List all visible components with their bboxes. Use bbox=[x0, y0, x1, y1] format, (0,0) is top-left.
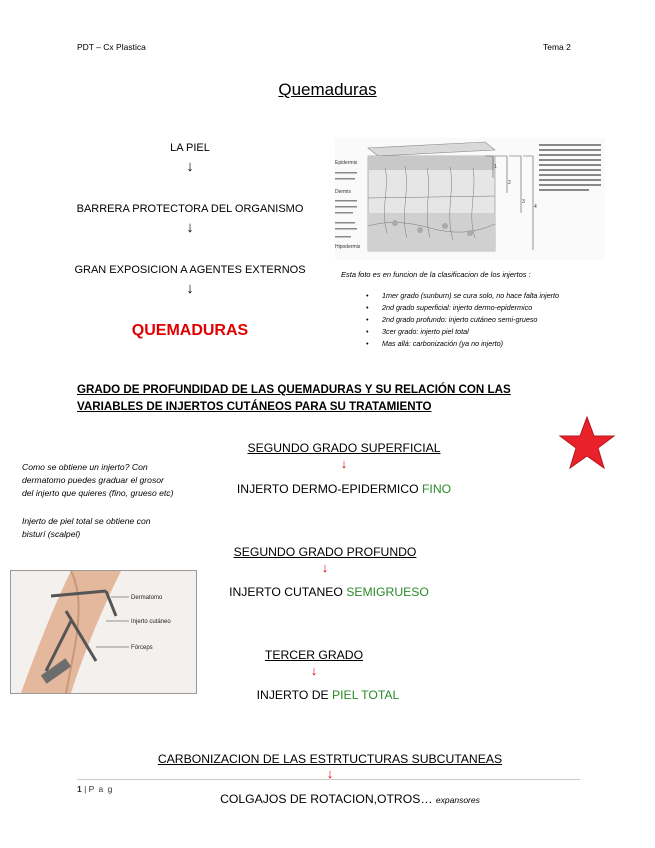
note-line: del injerto que quieres (fino, grueso etc) bbox=[22, 488, 174, 498]
forceps-label: Fórceps bbox=[131, 645, 153, 651]
down-arrow-icon: ↓ bbox=[186, 219, 194, 236]
down-arrow-icon: ↓ bbox=[186, 280, 194, 297]
stage-graft bbox=[179, 482, 509, 496]
section-title bbox=[77, 381, 577, 415]
page-number: 1 bbox=[77, 784, 82, 794]
stage-heading: SEGUNDO GRADO PROFUNDO bbox=[233, 545, 417, 559]
flow-result: QUEMADURAS bbox=[131, 322, 249, 339]
list-item: • 2nd grado profundo: injerto cutáneo semi-grueso bbox=[382, 314, 642, 326]
svg-text:4: 4 bbox=[534, 204, 537, 210]
list-item: • 2nd grado superficial: injerto dermo-epidermico bbox=[382, 302, 642, 314]
page-footer bbox=[77, 784, 113, 794]
star-icon bbox=[558, 415, 616, 473]
header-left: PDT – Cx Plastica bbox=[77, 42, 146, 52]
red-down-arrow-icon: ↓ bbox=[321, 560, 329, 575]
note-line: dermatomo puedes graduar el grosor bbox=[22, 475, 164, 485]
graft-type: INJERTO DERMO-EPIDERMICO bbox=[236, 482, 422, 496]
stage-graft bbox=[164, 585, 494, 599]
red-down-arrow-icon: ↓ bbox=[326, 766, 334, 781]
skin-label-epidermis: Epidermis bbox=[335, 160, 358, 166]
footer-divider bbox=[77, 779, 580, 780]
red-down-arrow-icon: ↓ bbox=[340, 456, 348, 471]
figure-caption: Esta foto es en funcion de la clasificacion de los injertos : bbox=[341, 270, 531, 279]
stage-heading: CARBONIZACION DE LAS ESTRTUCTURAS SUBCUTANEAS bbox=[157, 752, 503, 766]
list-item: • Mas allá: carbonización (ya no injerto) bbox=[382, 338, 642, 350]
graft-type: INJERTO DE bbox=[256, 688, 333, 702]
stage-heading: SEGUNDO GRADO SUPERFICIAL bbox=[247, 441, 441, 455]
stage-heading: TERCER GRADO bbox=[264, 648, 364, 662]
section-title-line-2: VARIABLES DE INJERTOS CUTÁNEOS PARA SU TRATAMIENTO bbox=[77, 400, 432, 413]
graft-thickness: SEMIGRUESO bbox=[346, 585, 429, 599]
svg-text:1: 1 bbox=[494, 164, 497, 170]
svg-text:3: 3 bbox=[522, 199, 525, 205]
svg-text:2: 2 bbox=[508, 180, 511, 186]
red-down-arrow-icon: ↓ bbox=[310, 663, 318, 678]
note-line: Injerto de piel total se obtiene con bbox=[22, 516, 151, 526]
skin-label-dermis: Dermis bbox=[335, 189, 351, 195]
note-total-graft bbox=[22, 515, 222, 541]
note-line: bisturí (scalpel) bbox=[22, 529, 81, 539]
graft-label: Injerto cutáneo bbox=[131, 619, 171, 625]
down-arrow-icon: ↓ bbox=[186, 158, 194, 175]
footer-page-word: P a g bbox=[88, 784, 114, 794]
header-right: Tema 2 bbox=[543, 42, 571, 52]
graft-note: expansores bbox=[435, 795, 480, 805]
graft-type: INJERTO CUTANEO bbox=[229, 585, 347, 599]
skin-layers-figure bbox=[335, 138, 605, 260]
list-item: • 1mer grado (sunburn) se cura solo, no hace falta injerto bbox=[382, 290, 642, 302]
flow-step-3: GRAN EXPOSICION A AGENTES EXTERNOS bbox=[74, 264, 306, 276]
stage-graft bbox=[163, 688, 493, 702]
dermatome-label: Dermatomo bbox=[131, 595, 163, 601]
stage-graft bbox=[160, 792, 540, 806]
flow-step-1: LA PIEL bbox=[170, 142, 210, 154]
flow-step-2: BARRERA PROTECTORA DEL ORGANISMO bbox=[76, 203, 304, 215]
skin-label-hipodermis: Hipodermis bbox=[335, 244, 361, 250]
dermatome-figure bbox=[10, 570, 197, 694]
graft-type: COLGAJOS DE ROTACION,OTROS… bbox=[220, 792, 436, 806]
section-title-line-1: GRADO DE PROFUNDIDAD DE LAS QUEMADURAS Y SU RELACIÓN CON LAS bbox=[77, 383, 511, 396]
list-item: • 3cer grado: injerto piel total bbox=[382, 326, 642, 338]
classification-list bbox=[382, 290, 642, 350]
note-line: Como se obtiene un injerto? Con bbox=[22, 462, 148, 472]
graft-thickness: PIEL TOTAL bbox=[332, 688, 400, 702]
page-title: Quemaduras bbox=[278, 80, 377, 99]
footer-sep: | bbox=[81, 784, 89, 794]
graft-thickness: FINO bbox=[421, 482, 452, 496]
